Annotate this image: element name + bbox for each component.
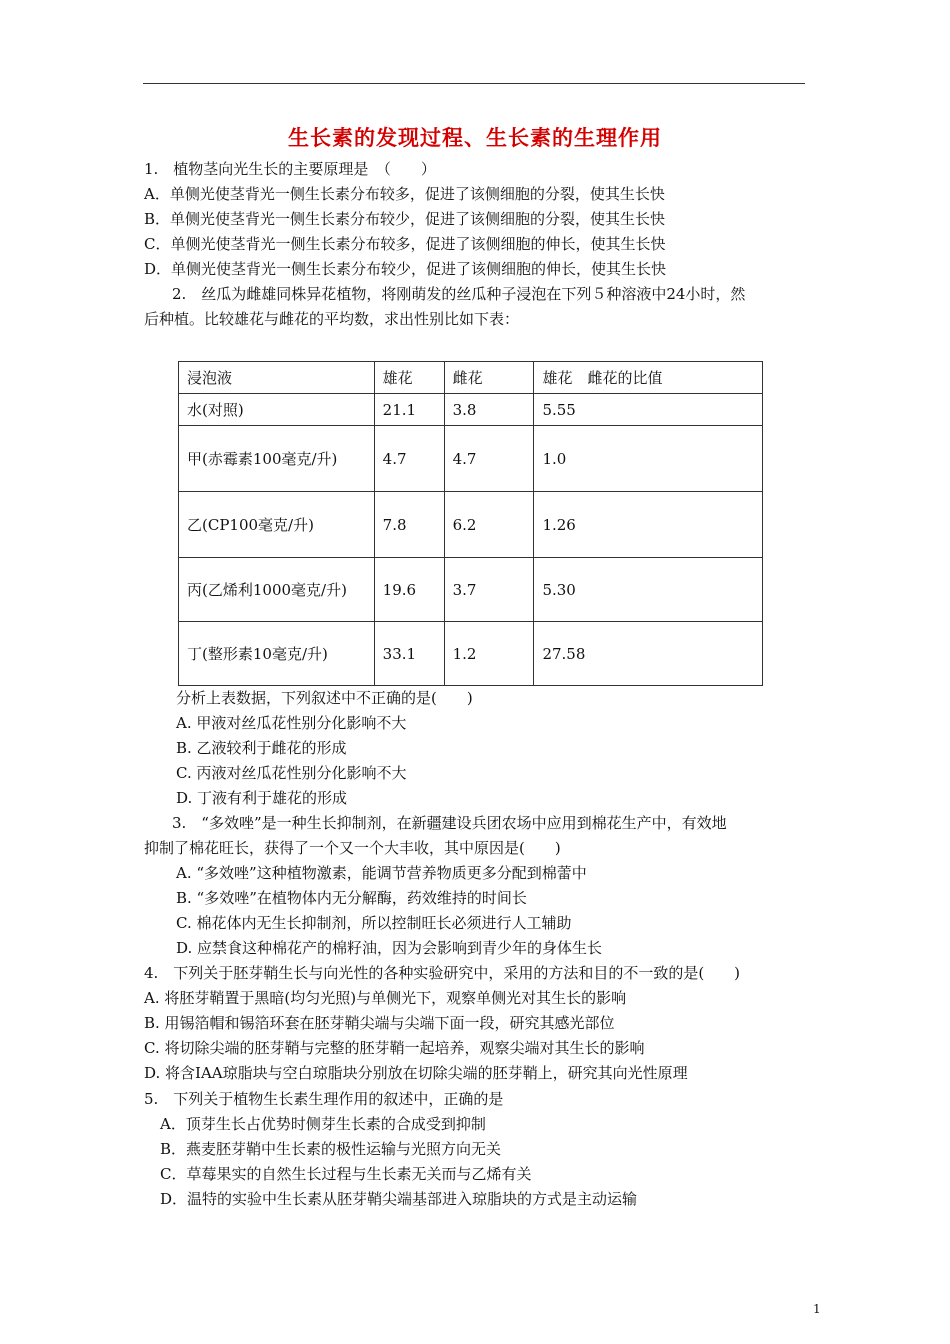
q3-option-c: C. 棉花体内无生长抑制剂，所以控制旺长必须进行人工辅助 [176, 914, 572, 932]
table-header-cell: 浸泡液 [179, 362, 375, 394]
q5-option-a: A．顶芽生长占优势时侧芽生长素的合成受到抑制 [160, 1115, 486, 1133]
table-cell: 水(对照) [179, 394, 375, 426]
table-cell: 3.7 [444, 558, 534, 622]
table-cell: 33.1 [374, 622, 444, 686]
q3-stem-line1: 3. “多效唑”是一种生长抑制剂，在新疆建设兵团农场中应用到棉花生产中，有效地 [172, 814, 727, 832]
table-cell: 7.8 [374, 492, 444, 558]
q3-stem-line2: 抑制了棉花旺长，获得了一个又一个大丰收，其中原因是( ) [144, 839, 561, 857]
q5-option-b: B．燕麦胚芽鞘中生长素的极性运输与光照方向无关 [160, 1140, 502, 1158]
q2-stem-line2: 后种植。比较雄花与雌花的平均数，求出性别比如下表： [144, 310, 520, 328]
table-cell: 丙(乙烯利1000毫克/升) [179, 558, 375, 622]
q2-stem-line1: 2. 丝瓜为雌雄同株异花植物，将刚萌发的丝瓜种子浸泡在下列５种溶液中24小时，然 [172, 285, 746, 303]
q1-option-b: B．单侧光使茎背光一侧生长素分布较少，促进了该侧细胞的分裂，使其生长快 [144, 210, 666, 228]
q4-option-b: B. 用锡箔帽和锡箔环套在胚芽鞘尖端与尖端下面一段，研究其感光部位 [144, 1014, 615, 1032]
table-row [179, 394, 763, 426]
q5-option-c: C．草莓果实的自然生长过程与生长素无关而与乙烯有关 [160, 1165, 532, 1183]
q3-option-b: B. “多效唑”在植物体内无分解酶，药效维持的时间长 [176, 889, 527, 907]
q4-option-a: A. 将胚芽鞘置于黑暗(均匀光照)与单侧光下，观察单侧光对其生长的影响 [144, 989, 627, 1007]
page-number: 1 [813, 1302, 821, 1316]
table-cell: 1.0 [534, 426, 763, 492]
q3-option-a: A. “多效唑”这种植物激素，能调节营养物质更多分配到棉蕾中 [176, 864, 587, 882]
table-row [179, 426, 763, 492]
table-cell: 27.58 [534, 622, 763, 686]
table-cell: 6.2 [444, 492, 534, 558]
table-header-cell: 雄花 [374, 362, 444, 394]
table-header-cell: 雌花 [444, 362, 534, 394]
q1-option-a: A．单侧光使茎背光一侧生长素分布较多，促进了该侧细胞的分裂，使其生长快 [144, 185, 665, 203]
table-row [179, 622, 763, 686]
q2-option-d: D. 丁液有利于雄花的形成 [176, 789, 348, 807]
q5-stem: 5. 下列关于植物生长素生理作用的叙述中，正确的是 [144, 1090, 504, 1108]
table-cell: 4.7 [444, 426, 534, 492]
page-title: 生长素的发现过程、生长素的生理作用 [288, 126, 662, 150]
table-cell: 19.6 [374, 558, 444, 622]
q2-option-a: A. 甲液对丝瓜花性别分化影响不大 [176, 714, 407, 732]
table-cell: 丁(整形素10毫克/升) [179, 622, 375, 686]
q2-option-b: B. 乙液较利于雌花的形成 [176, 739, 347, 757]
table-row [179, 558, 763, 622]
q4-option-c: C. 将切除尖端的胚芽鞘与完整的胚芽鞘一起培养，观察尖端对其生长的影响 [144, 1039, 645, 1057]
header-rule [143, 83, 805, 84]
q1-stem: 1. 植物茎向光生长的主要原理是 （ ） [144, 160, 436, 178]
q1-option-c: C．单侧光使茎背光一侧生长素分布较多，促进了该侧细胞的伸长，使其生长快 [144, 235, 666, 253]
q5-option-d: D．温特的实验中生长素从胚芽鞘尖端基部进入琼脂块的方式是主动运输 [160, 1190, 638, 1208]
table-cell: 5.30 [534, 558, 763, 622]
table-cell: 4.7 [374, 426, 444, 492]
table-cell: 甲(赤霉素100毫克/升) [179, 426, 375, 492]
q4-stem: 4. 下列关于胚芽鞘生长与向光性的各种实验研究中，采用的方法和目的不一致的是( ) [144, 964, 741, 982]
table-cell: 3.8 [444, 394, 534, 426]
table-header-cell: 雄花 雌花的比值 [534, 362, 763, 394]
table-header-row [179, 362, 763, 394]
table-cell: 5.55 [534, 394, 763, 426]
sex-ratio-table [178, 361, 763, 686]
q2-option-c: C. 丙液对丝瓜花性别分化影响不大 [176, 764, 407, 782]
table-row [179, 492, 763, 558]
table-cell: 1.26 [534, 492, 763, 558]
q3-option-d: D. 应禁食这种棉花产的棉籽油，因为会影响到青少年的身体生长 [176, 939, 603, 957]
q1-option-d: D．单侧光使茎背光一侧生长素分布较少，促进了该侧细胞的伸长，使其生长快 [144, 260, 667, 278]
q4-option-d: D. 将含IAA琼脂块与空白琼脂块分别放在切除尖端的胚芽鞘上，研究其向光性原理 [144, 1064, 688, 1082]
table-cell: 乙(CP100毫克/升) [179, 492, 375, 558]
table-cell: 1.2 [444, 622, 534, 686]
table-cell: 21.1 [374, 394, 444, 426]
q2-question: 分析上表数据，下列叙述中不正确的是( ) [176, 689, 473, 707]
